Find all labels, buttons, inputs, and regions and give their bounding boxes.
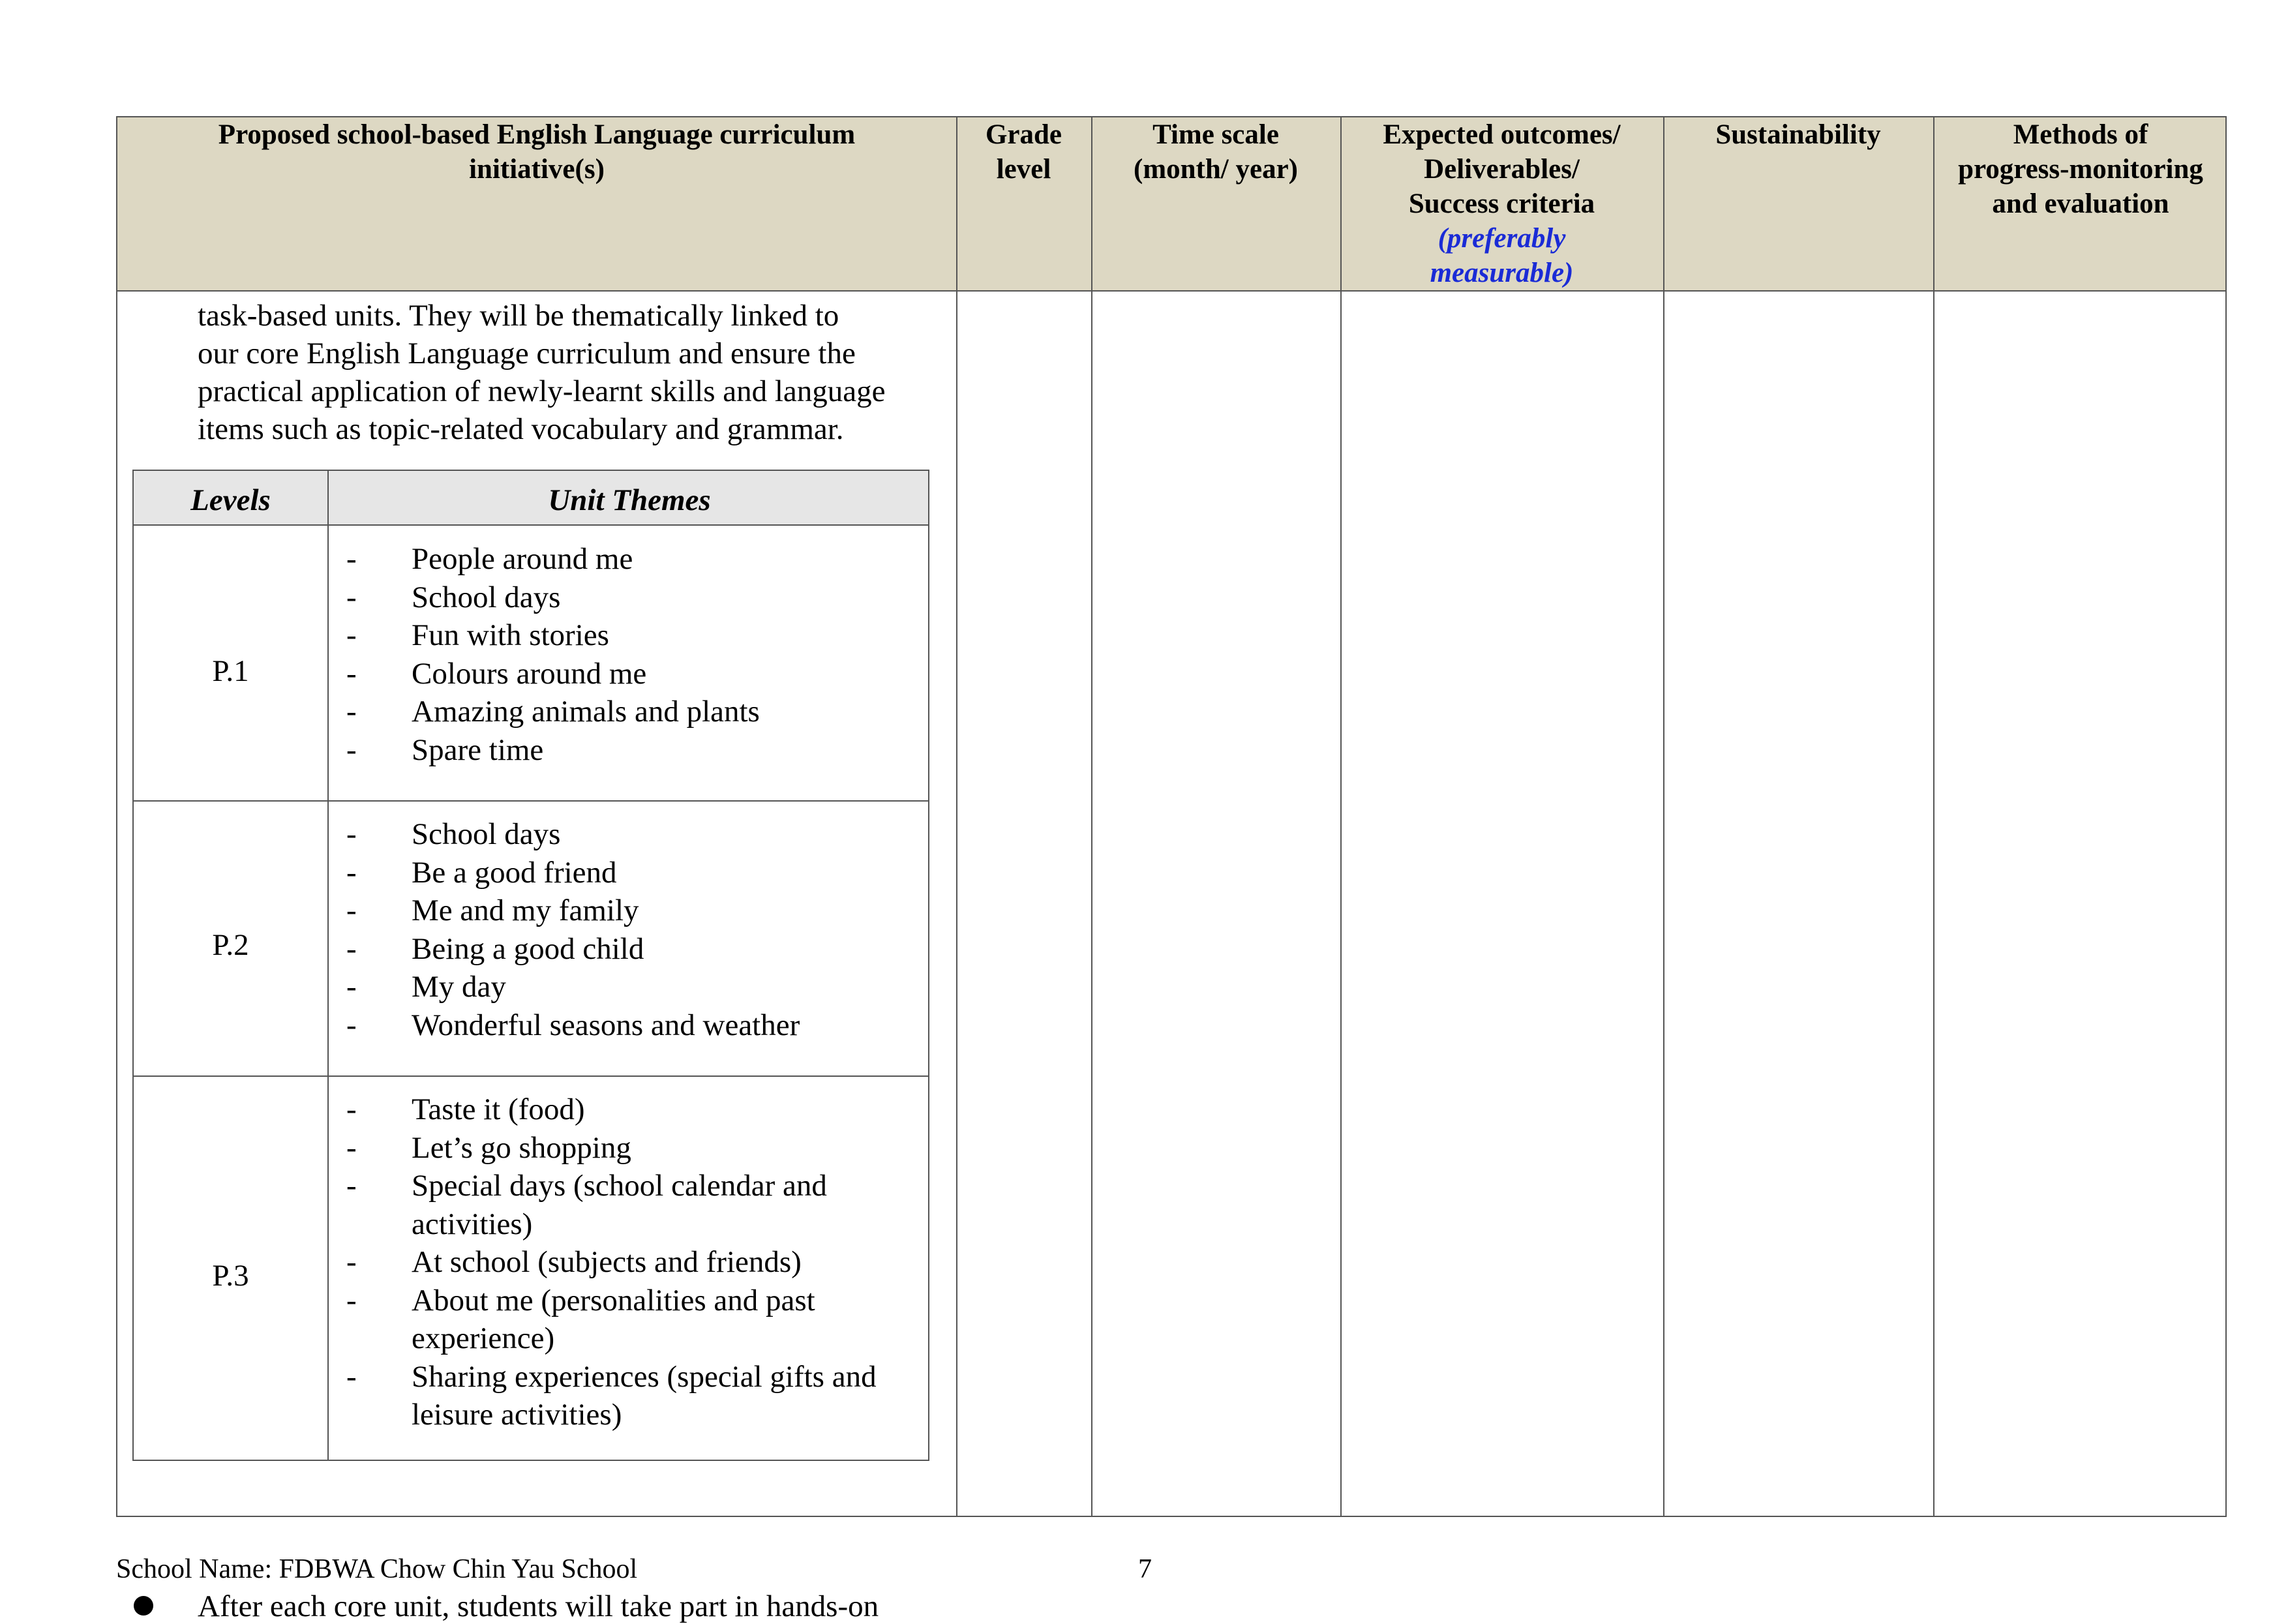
- paragraph-line: items such as topic-related vocabulary and grammar.: [198, 412, 844, 446]
- header-grade-level: [956, 117, 1091, 292]
- column-divider: [1933, 117, 1934, 1516]
- header-time-scale: [1091, 117, 1340, 292]
- theme-text: [412, 693, 916, 731]
- theme-item: [329, 731, 916, 770]
- theme-text: [412, 1243, 916, 1282]
- theme-line: Be a good friend: [412, 855, 617, 890]
- theme-text: [412, 854, 916, 892]
- theme-text: [412, 930, 916, 969]
- theme-line: Wonderful seasons and weather: [412, 1008, 800, 1042]
- level-p1: P.1: [212, 654, 249, 688]
- theme-line: Taste it (food): [412, 1092, 585, 1126]
- dash-marker: -: [346, 1130, 357, 1165]
- theme-item: [329, 616, 916, 655]
- row-divider: [134, 1075, 928, 1077]
- theme-item: [329, 1358, 916, 1434]
- dash-marker: -: [346, 817, 357, 851]
- theme-text: [412, 731, 916, 770]
- header-text: initiative(s): [469, 154, 605, 185]
- theme-text: [412, 815, 916, 854]
- dash-marker: -: [346, 894, 357, 927]
- theme-text: [412, 1006, 916, 1045]
- theme-line: activities): [412, 1207, 533, 1241]
- theme-item: [329, 1006, 916, 1045]
- header-text: Deliverables/: [1424, 154, 1580, 185]
- unit-themes-header-label: Unit Themes: [548, 483, 711, 517]
- header-methods: [1933, 117, 2228, 292]
- theme-line: Special days (school calendar and: [412, 1169, 827, 1203]
- header-text: Methods of: [2013, 119, 2148, 150]
- level-p3: P.3: [212, 1259, 249, 1293]
- theme-item: [329, 1090, 916, 1129]
- column-divider: [1663, 117, 1664, 1516]
- header-sustainability: [1663, 117, 1933, 292]
- theme-text: [412, 1090, 916, 1129]
- dash-marker: -: [346, 580, 357, 614]
- dash-marker: -: [346, 970, 357, 1004]
- header-expected-outcomes: [1340, 117, 1663, 292]
- theme-line: Spare time: [412, 732, 544, 767]
- column-divider: [956, 117, 957, 1516]
- theme-line: leisure activities): [412, 1398, 622, 1432]
- theme-line: Amazing animals and plants: [412, 695, 760, 729]
- theme-item: [329, 1167, 916, 1243]
- bullet-icon: [134, 1596, 153, 1616]
- header-text: Proposed school-based English Language curriculum: [218, 119, 856, 150]
- dash-marker: -: [346, 542, 357, 576]
- theme-item: [329, 815, 916, 854]
- column-divider: [1340, 117, 1342, 1516]
- theme-text: [412, 616, 916, 655]
- dash-marker: -: [346, 855, 357, 890]
- theme-line: Colours around me: [412, 656, 647, 691]
- header-text: Grade: [985, 119, 1062, 150]
- dash-marker: -: [346, 931, 357, 966]
- header-note: measurable): [1430, 258, 1574, 288]
- dash-marker: -: [346, 1008, 357, 1042]
- theme-line: School days: [412, 817, 561, 851]
- dash-marker: -: [346, 1359, 357, 1394]
- header-text: Time scale: [1152, 119, 1279, 150]
- theme-item: [329, 693, 916, 731]
- theme-item: [329, 579, 916, 617]
- dash-marker: -: [346, 1169, 357, 1203]
- theme-line: My day: [412, 970, 506, 1004]
- theme-line: About me (personalities and past: [412, 1283, 815, 1317]
- theme-line: People around me: [412, 542, 633, 576]
- dash-marker: -: [346, 1245, 357, 1279]
- theme-item: [329, 854, 916, 892]
- dash-marker: -: [346, 732, 357, 767]
- intro-paragraph: [198, 297, 933, 448]
- theme-item: [329, 968, 916, 1006]
- header-initiatives: [117, 117, 956, 292]
- theme-text: [412, 892, 916, 930]
- footer-school-name: School Name: FDBWA Chow Chin Yau School: [116, 1554, 638, 1584]
- theme-item: [329, 1129, 916, 1167]
- unit-themes-table: [132, 470, 929, 1461]
- bullet-paragraph: After each core unit, students will take part in hands-on: [198, 1589, 879, 1623]
- header-text: Expected outcomes/: [1383, 119, 1621, 150]
- theme-text: [412, 540, 916, 579]
- theme-line: Sharing experiences (special gifts and: [412, 1359, 877, 1394]
- themes-list-p3: [329, 1090, 916, 1434]
- theme-line: Me and my family: [412, 894, 639, 927]
- theme-item: [329, 1282, 916, 1358]
- header-text: Sustainability: [1715, 119, 1881, 150]
- dash-marker: -: [346, 1092, 357, 1126]
- theme-item: [329, 1243, 916, 1282]
- theme-item: [329, 540, 916, 579]
- header-text: Success criteria: [1408, 188, 1595, 219]
- theme-line: School days: [412, 580, 561, 614]
- paragraph-line: our core English Language curriculum and ensure the: [198, 337, 856, 370]
- theme-item: [329, 930, 916, 969]
- header-text: level: [996, 154, 1051, 185]
- themes-list-p1: [329, 540, 916, 769]
- column-divider: [327, 471, 329, 1460]
- paragraph-line: practical application of newly-learnt skills and language: [198, 374, 886, 408]
- theme-line: Being a good child: [412, 931, 644, 966]
- header-text: (month/ year): [1134, 154, 1298, 185]
- levels-header: Levels: [190, 483, 271, 517]
- theme-text: [412, 1282, 916, 1358]
- paragraph-line: task-based units. They will be thematically linked to: [198, 299, 839, 333]
- dash-marker: -: [346, 656, 357, 691]
- theme-item: [329, 892, 916, 930]
- theme-line: experience): [412, 1321, 555, 1355]
- theme-line: At school (subjects and friends): [412, 1245, 802, 1279]
- dash-marker: -: [346, 1283, 357, 1317]
- theme-item: [329, 655, 916, 693]
- row-divider: [134, 800, 928, 802]
- footer-page-number: 7: [1138, 1554, 1152, 1584]
- themes-list-p2: [329, 815, 916, 1044]
- header-text: progress-monitoring: [1958, 154, 2203, 185]
- dash-marker: -: [346, 695, 357, 729]
- theme-text: [412, 655, 916, 693]
- theme-text: [412, 968, 916, 1006]
- level-p2: P.2: [212, 928, 249, 962]
- theme-text: [412, 1167, 916, 1243]
- theme-text: [412, 579, 916, 617]
- column-divider: [1091, 117, 1092, 1516]
- dash-marker: -: [346, 618, 357, 652]
- header-note: (preferably: [1438, 223, 1566, 254]
- header-text: and evaluation: [1992, 188, 2169, 219]
- theme-line: Fun with stories: [412, 618, 609, 652]
- theme-line: Let’s go shopping: [412, 1130, 631, 1165]
- theme-text: [412, 1129, 916, 1167]
- theme-text: [412, 1358, 916, 1434]
